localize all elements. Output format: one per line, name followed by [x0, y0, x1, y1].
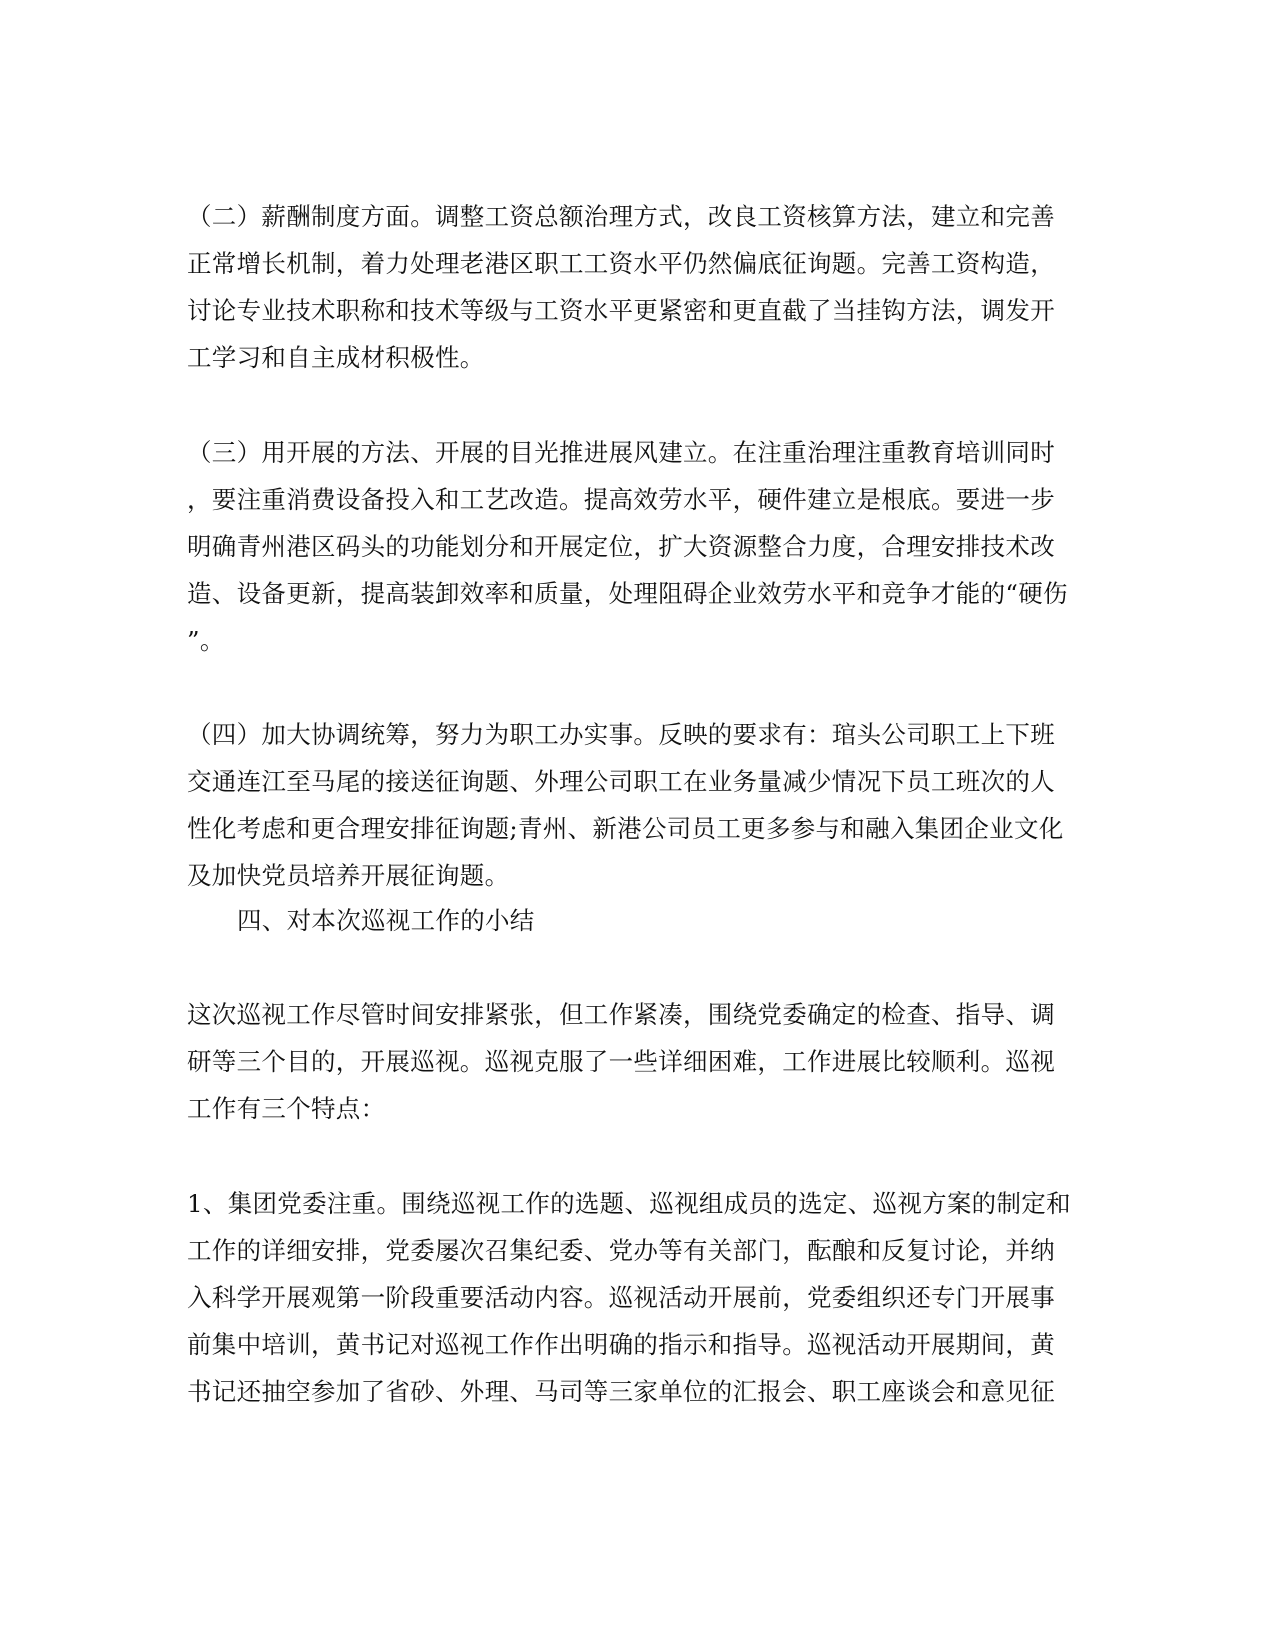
paragraph-4-line-4: 及加快党员培养开展征询题。	[187, 861, 510, 890]
point-1-line-2: 工作的详细安排，党委屡次召集纪委、党办等有关部门，酝酿和反复讨论，并纳	[187, 1236, 1055, 1265]
summary-paragraph-line-2: 研等三个目的，开展巡视。巡视克服了一些详细困难，工作进展比较顺利。巡视	[187, 1047, 1055, 1076]
point-1-line-3: 入科学开展观第一阶段重要活动内容。巡视活动开展前，党委组织还专门开展事	[187, 1283, 1055, 1312]
paragraph-4-line-3: 性化考虑和更合理安排征询题;青州、新港公司员工更多参与和融入集团企业文化	[187, 814, 1064, 843]
paragraph-2-line-4: 工学习和自主成材积极性。	[187, 343, 485, 372]
paragraph-2-line-1: （二）薪酬制度方面。调整工资总额治理方式，改良工资核算方法，建立和完善	[187, 202, 1055, 231]
point-1-line-4: 前集中培训，黄书记对巡视工作作出明确的指示和指导。巡视活动开展期间，黄	[187, 1330, 1055, 1359]
section-heading-4: 四、对本次巡视工作的小结	[237, 906, 535, 935]
paragraph-4-line-2: 交通连江至马尾的接送征询题、外理公司职工在业务量减少情况下员工班次的人	[187, 767, 1055, 796]
point-1-line-5: 书记还抽空参加了省砂、外理、马司等三家单位的汇报会、职工座谈会和意见征	[187, 1377, 1055, 1406]
summary-paragraph-line-3: 工作有三个特点：	[187, 1094, 386, 1123]
paragraph-3-line-1: （三）用开展的方法、开展的目光推进展风建立。在注重治理注重教育培训同时	[187, 438, 1055, 467]
paragraph-3-line-2: ，要注重消费设备投入和工艺改造。提高效劳水平，硬件建立是根底。要进一步	[187, 485, 1055, 514]
paragraph-3-line-5: ”。	[187, 626, 225, 655]
point-1-line-1: 1、集团党委注重。围绕巡视工作的选题、巡视组成员的选定、巡视方案的制定和	[187, 1189, 1071, 1218]
paragraph-3-line-3: 明确青州港区码头的功能划分和开展定位，扩大资源整合力度，合理安排技术改	[187, 532, 1055, 561]
summary-paragraph-line-1: 这次巡视工作尽管时间安排紧张，但工作紧凑，围绕党委确定的检查、指导、调	[187, 1000, 1055, 1029]
paragraph-2-line-3: 讨论专业技术职称和技术等级与工资水平更紧密和更直截了当挂钩方法，调发开	[187, 296, 1055, 325]
paragraph-2-line-2: 正常增长机制，着力处理老港区职工工资水平仍然偏底征询题。完善工资构造，	[187, 249, 1055, 278]
paragraph-3-line-4: 造、设备更新，提高装卸效率和质量，处理阻碍企业效劳水平和竞争才能的“硬伤	[187, 579, 1068, 608]
paragraph-4-line-1: （四）加大协调统筹，努力为职工办实事。反映的要求有：琯头公司职工上下班	[187, 720, 1055, 749]
